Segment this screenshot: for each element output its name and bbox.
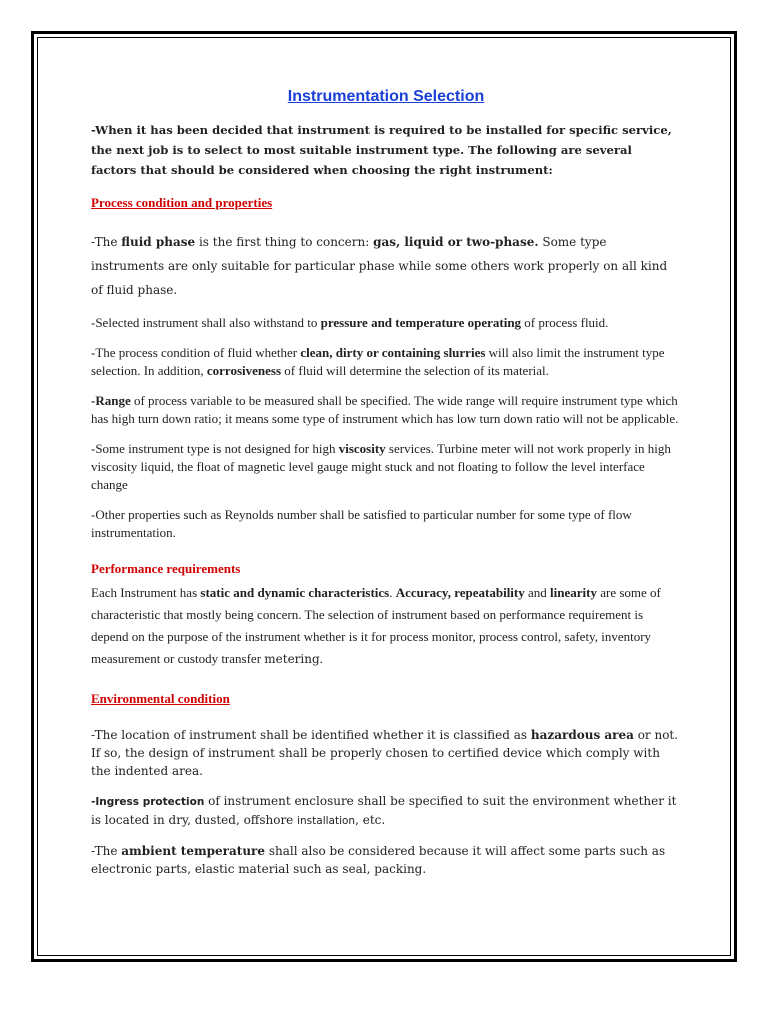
process-reynolds: -Other properties such as Reynolds number shall be satisfied to particular number for some type of flow instrumentation. bbox=[91, 507, 632, 540]
process-viscosity: -Some instrument type is not designed for high viscosity services. Turbine meter will not work properly in high viscosity liquid, the float of magnetic level gauge might stuck and not floating to follow the level interface change bbox=[91, 441, 671, 492]
performance-paragraph: Each Instrument has static and dynamic characteristics. Accuracy, repeatability and linearity are some of characteristic that mostly being concern. The selection of instrument based on performance requirement is depend on the purpose of the instrument whether is it for process monitor, process control, safety, inventory measurement or custody transfer metering. bbox=[91, 585, 661, 666]
environment-ingress-protection: -Ingress protection of instrument enclosure shall be specified to suit the environment whether it is located in dry, dusted, offshore installation, etc. bbox=[91, 794, 677, 827]
intro-paragraph: -When it has been decided that instrument is required to be installed for specific service, the next job is to select to most suitable instrument type. The following are several factors that should be considered when choosing the right instrument: bbox=[91, 123, 672, 177]
page-title: Instrumentation Selection bbox=[287, 88, 485, 105]
environment-ambient-temperature: -The ambient temperature shall also be considered because it will affect some parts such as electronic parts, elastic material such as seal, packing. bbox=[91, 844, 666, 876]
process-range: -Range of process variable to be measured shall be specified. The wide range will require instrument type which has high turn down ratio; it means some type of instrument which has low turn down ratio will not be applicable. bbox=[91, 393, 679, 426]
process-cleanliness: -The process condition of fluid whether clean, dirty or containing slurries will also limit the instrument type selection. In addition, corrosiveness of fluid will determine the selection of its material. bbox=[91, 345, 665, 378]
section-heading-process: Process condition and properties bbox=[91, 195, 273, 210]
process-pressure-temperature: -Selected instrument shall also withstand to pressure and temperature operating of process fluid. bbox=[91, 315, 609, 330]
document-body bbox=[91, 88, 681, 878]
section-heading-performance: Performance requirements bbox=[91, 561, 241, 576]
process-fluid-phase: -The fluid phase is the first thing to concern: gas, liquid or two-phase. Some type instruments are only suitable for particular phase while some others work properly on all kind of fluid phase. bbox=[91, 235, 668, 297]
environment-hazardous-area: -The location of instrument shall be identified whether it is classified as hazardous area or not. If so, the design of instrument shall be properly chosen to certified device which comply with the indented area. bbox=[91, 728, 679, 778]
section-heading-environment: Environmental condition bbox=[91, 691, 230, 706]
